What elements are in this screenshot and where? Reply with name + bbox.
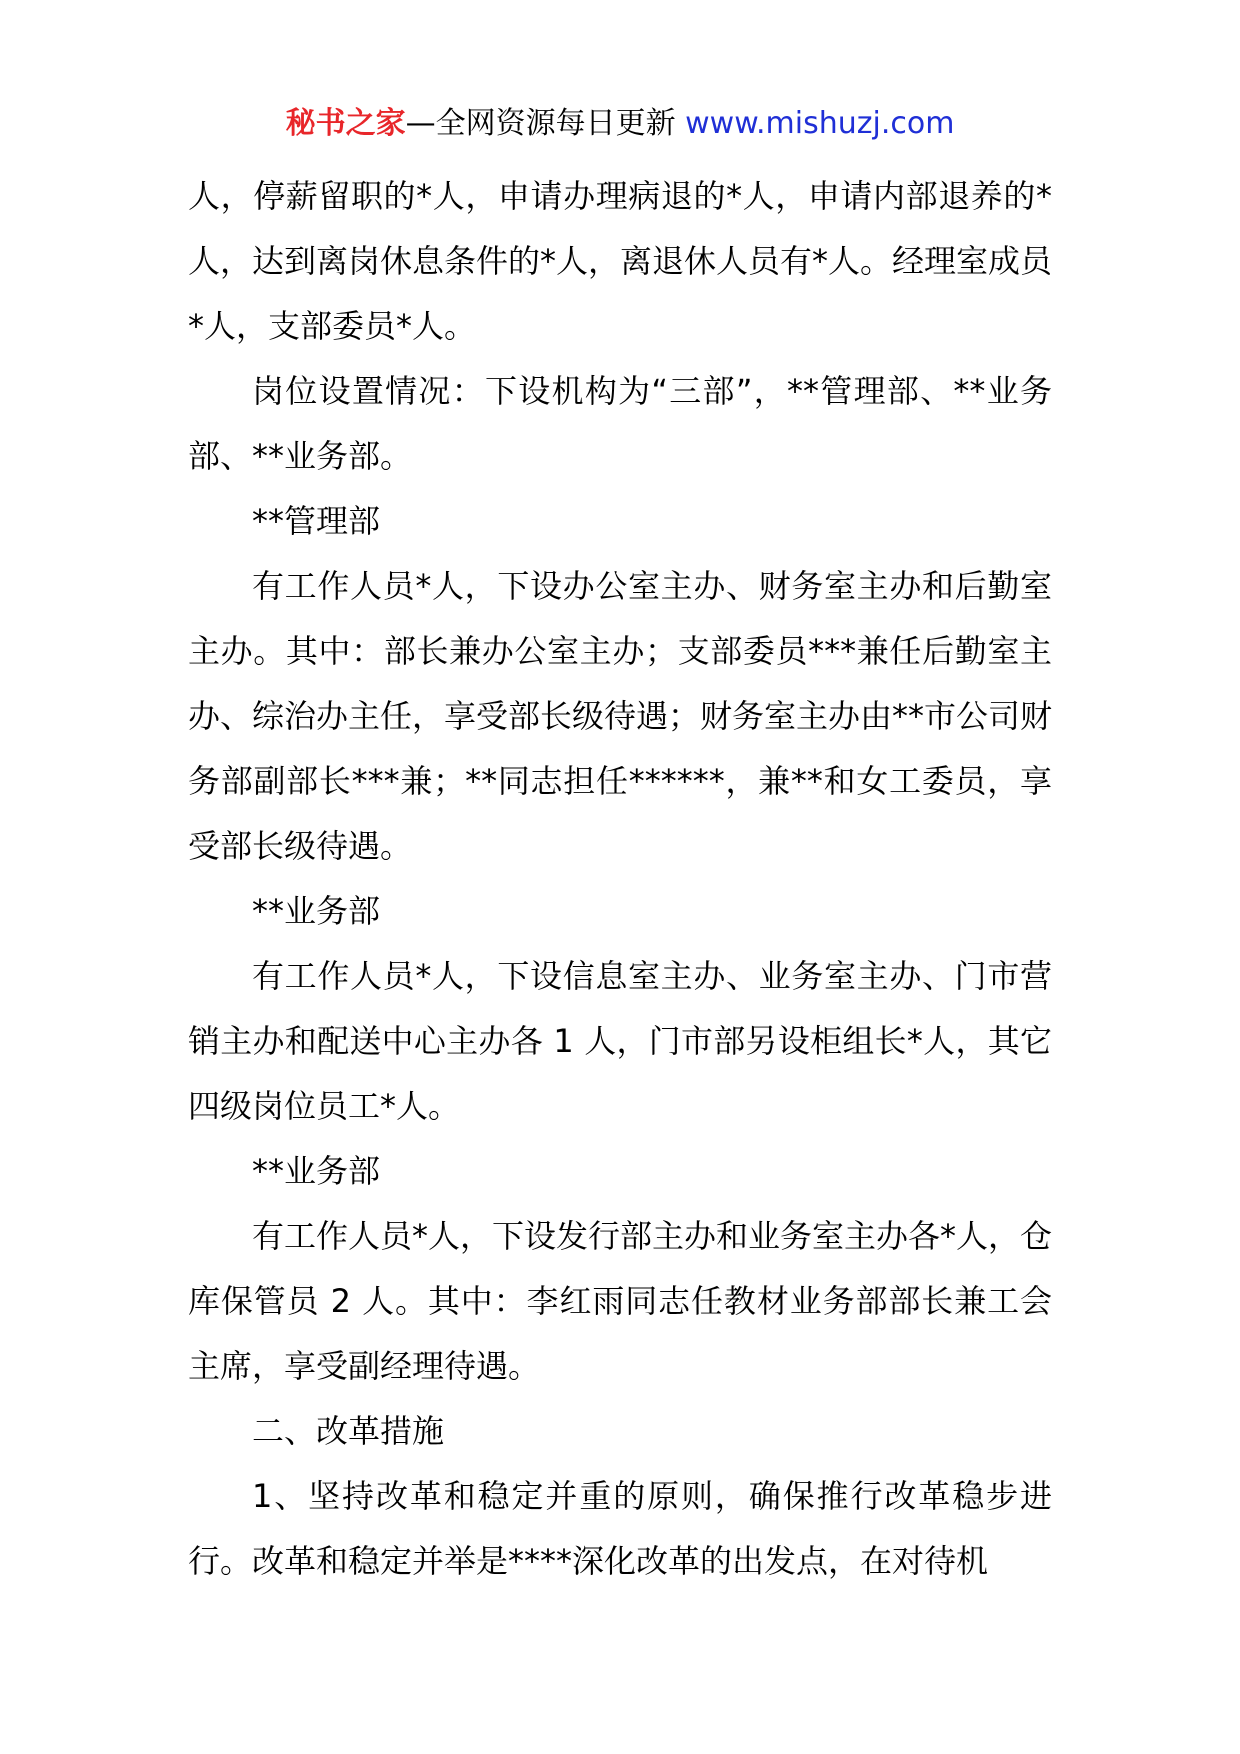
brand-name: 秘书之家 bbox=[285, 106, 406, 141]
paragraph: 岗位设置情况：下设机构为“三部”，**管理部、**业务部、**业务部。 bbox=[188, 372, 1052, 475]
paragraph: 有工作人员*人，下设办公室主办、财务室主办和后勤室主办。其中：部长兼办公室主办；支部委员***兼任后勤室主办、综治办主任，享受部长级待遇；财务室主办由**市公司财务部副部长***兼；**同志担任******，兼**和女工委员，享受部长级待遇。 bbox=[188, 567, 1053, 865]
paragraph: 有工作人员*人，下设发行部主办和业务室主办各*人，仓库保管员 2 人。其中：李红雨同志任教材业务部部长兼工会主席，享受副经理待遇。 bbox=[188, 1217, 1053, 1385]
section-heading: 二、改革措施 bbox=[252, 1412, 445, 1450]
paragraph: 1、坚持改革和稳定并重的原则，确保推行改革稳步进行。改革和稳定并举是****深化改革的出发点，在对待机 bbox=[188, 1477, 1052, 1580]
header-tagline: —全网资源每日更新 bbox=[405, 106, 676, 141]
section-heading: **业务部 bbox=[252, 1152, 381, 1190]
document-body bbox=[188, 164, 1052, 1594]
section-heading: **业务部 bbox=[252, 892, 381, 930]
site-header bbox=[0, 102, 1240, 146]
paragraph: 人，停薪留职的*人，申请办理病退的*人，申请内部退养的*人，达到离岗休息条件的*人，离退休人员有*人。经理室成员*人，支部委员*人。 bbox=[188, 177, 1053, 345]
section-heading: **管理部 bbox=[252, 502, 381, 540]
paragraph: 有工作人员*人，下设信息室主办、业务室主办、门市营销主办和配送中心主办各 1 人，门市部另设柜组长*人，其它四级岗位员工*人。 bbox=[188, 957, 1052, 1125]
site-url-link[interactable]: www.mishuzj.com bbox=[685, 106, 955, 141]
